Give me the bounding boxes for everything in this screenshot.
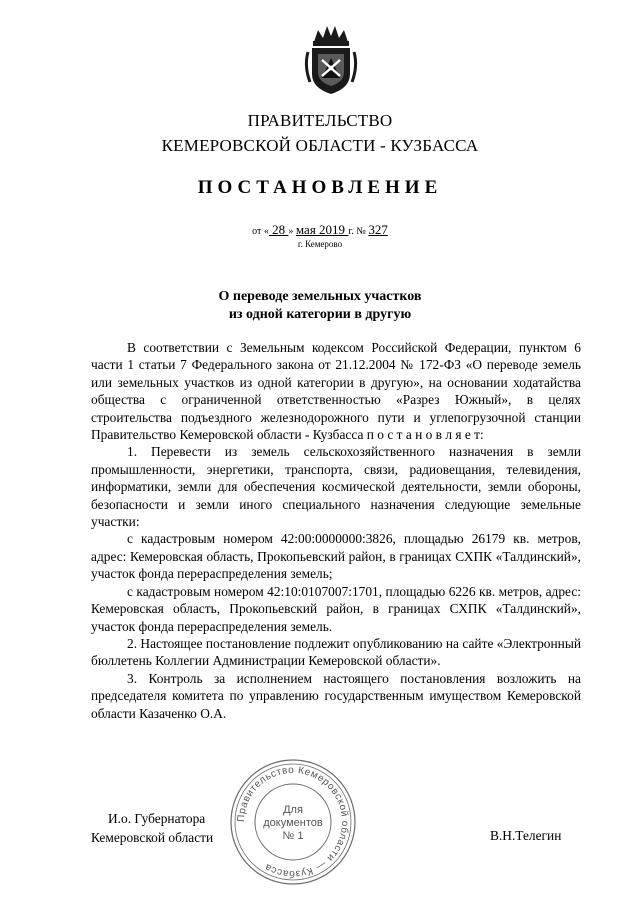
stamp-center-line1: Для [283,804,303,816]
government-name-line1: ПРАВИТЕЛЬСТВО [247,111,393,130]
government-name-line2: КЕМЕРОВСКОЙ ОБЛАСТИ - КУЗБАССА [161,136,479,155]
document-number: 327 [368,222,388,237]
title-line1: О переводе земельных участков [218,289,422,304]
official-stamp [228,757,358,887]
document-type-heading: ПОСТАНОВЛЕНИЕ [197,177,443,198]
stamp-ring-text: Правительство Кемеровской области — Кузбасса [235,764,351,880]
document-city: г. Кемерово [297,239,343,249]
signer-position-line1: И.о. Губернатора [108,811,206,826]
body-item-1: 1. Перевести из земель сельскохозяйственного назначения в земли промышленности, энергетики, транспорта, связи, радиовещания, телевидения, информатики, земли для обеспечения космической деятельности, земли обороны, безопасности и земли иного специального назначения следующие земельные участки: [91,444,581,530]
date-prefix: от « [252,226,269,237]
document-body [91,339,581,722]
document-title [0,288,640,324]
stamp-center-line3: № 1 [282,830,304,842]
stamp-center-line2: документов [263,817,323,829]
body-parcel-2: с кадастровым номером 42:10:0107007:1701, площадью 6226 кв. метров, адрес: Кемеровская область, Прокопьевский район, в границах СХПК «Талдинский», участок фонда перераспределения земель. [91,583,581,634]
body-item-3: 3. Контроль за исполнением настоящего постановления возложить на председателя комитета по управлению государственным имуществом Кемеровской области Казаченко О.А. [91,670,581,721]
signer-position [91,809,213,847]
coat-of-arms-emblem [300,22,362,96]
body-parcel-1: с кадастровым номером 42:00:0000000:3826, площадью 26179 кв. метров, адрес: Кемеровская область, Прокопьевский район, в границах СХПК «Талдинский», участок фонда перераспределения земель; [91,531,581,582]
date-separator: » [288,226,296,237]
body-item-2: 2. Настоящее постановление подлежит опубликованию на сайте «Электронный бюллетень Коллегии Администрации Кемеровской области». [91,635,581,669]
title-line2: из одной категории в другую [228,307,412,322]
date-month-year: мая 2019 [295,222,349,237]
date-year-suffix: г. № [348,226,369,237]
body-preamble: В соответствии с Земельным кодексом Российской Федерации, пунктом 6 части 1 статьи 7 Федерального закона от 21.12.2004 № 172-ФЗ «О переводе земель или земельных участков из одной категории в другую», на основании ходатайства общества с ограниченной ответственностью «Разрез Южный», в целях строительства подъездного железнодорожного пути и углепогрузочной станции Правительство Кемеровской области - Кузбасса п о с т а н о в л я е т: [91,340,581,443]
date-day: 28 [268,222,289,237]
document-date-number [0,222,640,238]
signer-position-line2: Кемеровской области [91,830,214,845]
signer-name: В.Н.Телегин [490,828,562,843]
